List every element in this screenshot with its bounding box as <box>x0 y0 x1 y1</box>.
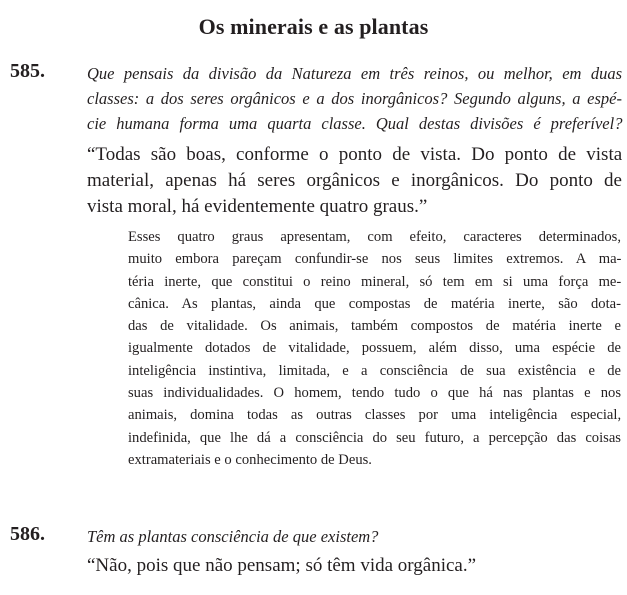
commentary-line: téria inerte, que constitui o reino mineral, só tem em si uma força me- <box>128 273 622 290</box>
commentary-line: muito embora pareçam confundir-se nos seus limites extremos. A ma- <box>128 251 622 268</box>
answer-text <box>87 142 622 220</box>
answer-line: vista moral, há evidentemente quatro graus.” <box>87 196 428 217</box>
question-number: 585. <box>10 60 45 82</box>
answer-line: “Todas são boas, conforme o ponto de vista. Do ponto de vista <box>87 144 623 165</box>
question-line: Que pensais da divisão da Natureza em três reinos, ou melhor, em duas <box>87 64 622 83</box>
commentary-line: cânica. As plantas, ainda que compostas de matéria inerte, são dota- <box>128 295 621 312</box>
commentary-line: suas individualidades. O homem, tendo tudo o que há nas plantas e nos <box>128 385 622 402</box>
question-number: 586. <box>10 523 45 545</box>
question-line: classes: a dos seres orgânicos e a dos inorgânicos? Segundo alguns, a espé- <box>87 89 622 108</box>
answer-text <box>87 553 622 579</box>
question-text <box>87 61 622 136</box>
question-text <box>87 524 622 549</box>
commentary-line: das de vitalidade. Os animais, também compostos de matéria inerte e <box>128 318 621 335</box>
question-line: Têm as plantas consciência de que existem? <box>87 527 379 546</box>
answer-line: material, apenas há seres orgânicos e inorgânicos. Do ponto de <box>87 170 622 191</box>
question-line: cie humana forma uma quarta classe. Qual destas divisões é preferível? <box>87 114 623 133</box>
commentary-line: animais, domina todas as outras classes por uma inteligência especial, <box>128 407 622 424</box>
commentary-line: indefinida, que lhe dá a consciência do seu futuro, a percepção das coisas <box>128 429 621 446</box>
commentary-line: igualmente dotados de vitalidade, possuem, além disso, uma espécie de <box>128 340 621 357</box>
commentary-line: Esses quatro graus apresentam, com efeito, caracteres determinados, <box>128 229 621 245</box>
commentary-text <box>128 226 621 471</box>
answer-line: “Não, pois que não pensam; só têm vida orgânica.” <box>87 555 477 576</box>
commentary-line: inteligência instintiva, limitada, e a consciência de sua existência e de <box>128 362 621 379</box>
commentary-line: extramateriais e o conhecimento de Deus. <box>128 451 372 468</box>
section-title: Os minerais e as plantas <box>198 14 429 39</box>
